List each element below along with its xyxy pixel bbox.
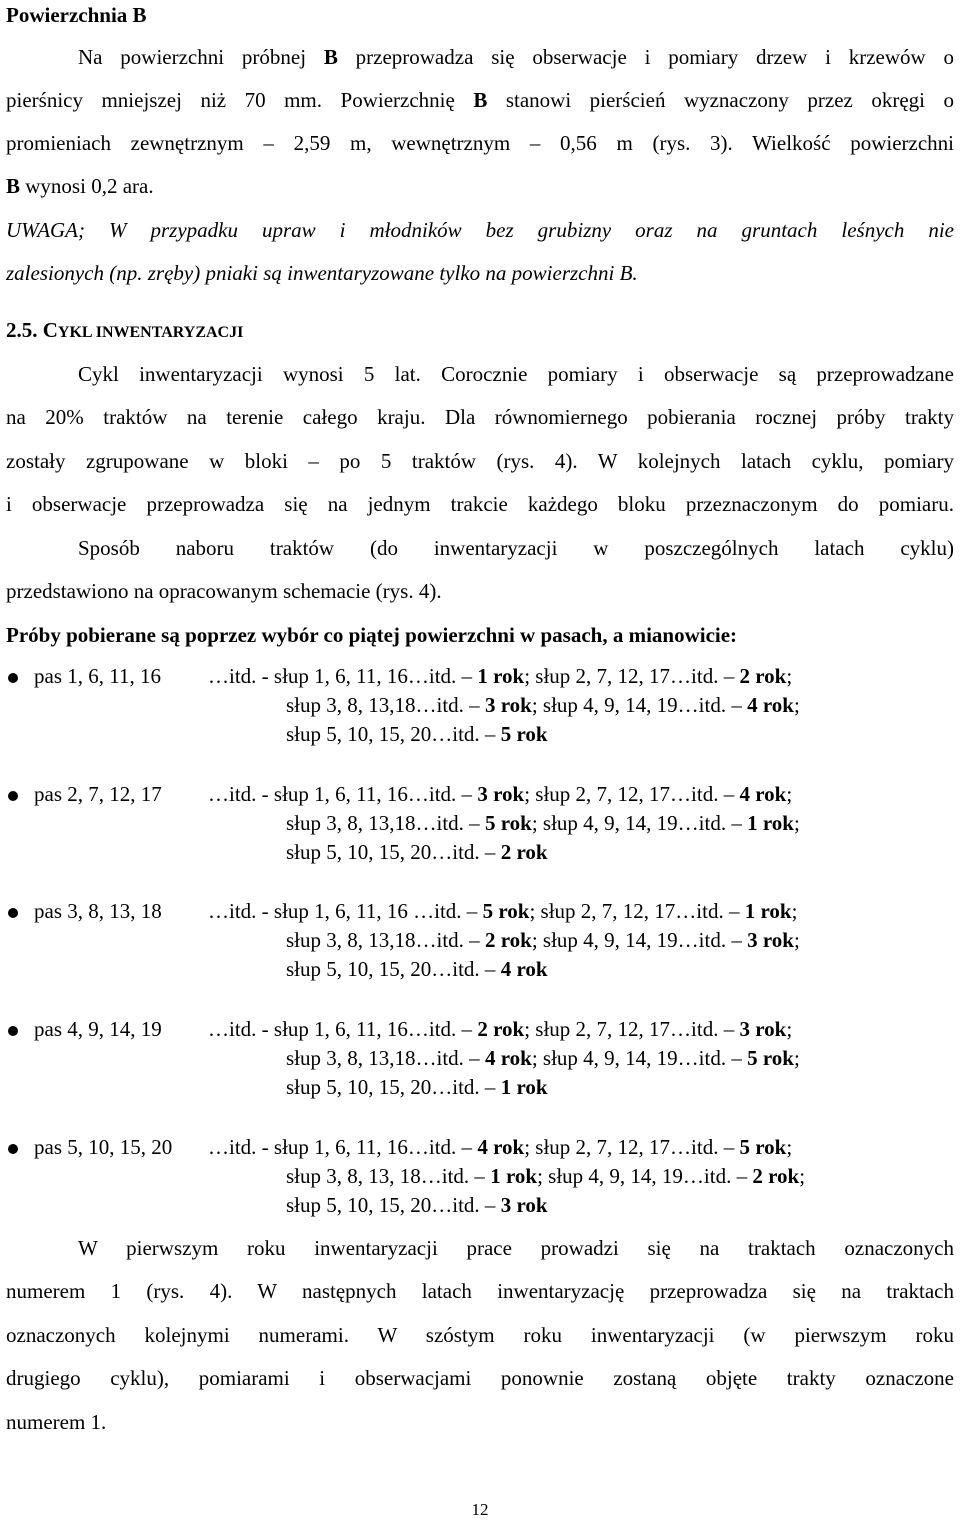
detail-line: …itd. - słup 1, 6, 11, 16…itd. – 4 rok; słup 2, 7, 12, 17…itd. – 5 rok; [208,1135,793,1159]
detail-line: słup 3, 8, 13,18…itd. – 2 rok; słup 4, 9, 14, 19…itd. – 3 rok; [286,928,800,952]
bold-statement: Próby pobierane są poprzez wybór co piątej powierzchni w pasach, a mianowicie: [6,623,738,647]
paragraph-line: na 20% traktów na terenie całego kraju. Dla równomiernego pobierania rocznej próby trakty [6,405,954,429]
pas-label: pas 3, 8, 13, 18 [34,899,162,923]
detail-line: słup 3, 8, 13,18…itd. – 3 rok; słup 4, 9, 14, 19…itd. – 4 rok; [286,693,800,717]
paragraph-line: numerem 1 (rys. 4). W następnych latach inwentaryzację przeprowadza się na traktach [6,1279,954,1303]
detail-line: słup 5, 10, 15, 20…itd. – 4 rok [286,957,548,981]
paragraph-line: W pierwszym roku inwentaryzacji prace prowadzi się na traktach oznaczonych [78,1236,954,1260]
pas-label: pas 1, 6, 11, 16 [34,664,161,688]
bullet-icon [8,673,18,683]
paragraph-line: Na powierzchni próbnej B przeprowadza się obserwacje i pomiary drzew i krzewów o [78,45,954,69]
bullet-icon [8,791,18,801]
paragraph-line: drugiego cyklu), pomiarami i obserwacjami ponownie zostaną objęte trakty oznaczone [6,1366,954,1390]
paragraph-line: Sposób naboru traktów (do inwentaryzacji w poszczególnych latach cyklu) [78,536,954,560]
page-number: 12 [471,1500,489,1519]
pas-label: pas 4, 9, 14, 19 [34,1017,162,1041]
section-25-heading: 2.5. CYKL INWENTARYZACJI [6,318,244,342]
pas-label: pas 2, 7, 12, 17 [34,782,162,806]
detail-line: …itd. - słup 1, 6, 11, 16…itd. – 2 rok; słup 2, 7, 12, 17…itd. – 3 rok; [208,1017,793,1041]
detail-line: słup 5, 10, 15, 20…itd. – 3 rok [286,1193,548,1217]
paragraph-line: Cykl inwentaryzacji wynosi 5 lat. Corocznie pomiary i obserwacje są przeprowadzane [78,362,954,386]
paragraph-line: i obserwacje przeprowadza się na jednym trakcie każdego bloku przeznaczonym do pomiaru. [6,492,954,516]
detail-line: słup 5, 10, 15, 20…itd. – 5 rok [286,722,548,746]
paragraph-line: pierśnicy mniejszej niż 70 mm. Powierzchnię B stanowi pierścień wyznaczony przez okręgi o [6,88,954,112]
bullet-icon [8,1144,18,1154]
detail-line: …itd. - słup 1, 6, 11, 16 …itd. – 5 rok; słup 2, 7, 12, 17…itd. – 1 rok; [208,899,798,923]
detail-line: słup 5, 10, 15, 20…itd. – 2 rok [286,840,548,864]
detail-line: słup 3, 8, 13, 18…itd. – 1 rok; słup 4, 9, 14, 19…itd. – 2 rok; [286,1164,806,1188]
bullet-icon [8,1026,18,1036]
bullet-icon [8,908,18,918]
paragraph-line: promieniach zewnętrznym – 2,59 m, wewnętrznym – 0,56 m (rys. 3). Wielkość powierzchni [6,131,954,155]
paragraph-line: B wynosi 0,2 ara. [6,174,154,198]
note-line: zalesionych (np. zręby) pniaki są inwentaryzowane tylko na powierzchni B. [6,261,638,285]
paragraph-line: zostały zgrupowane w bloki – po 5 traktów (rys. 4). W kolejnych latach cyklu, pomiary [6,449,954,473]
note-line: UWAGA; W przypadku upraw i młodników bez grubizny oraz na gruntach leśnych nie [6,218,954,242]
pas-label: pas 5, 10, 15, 20 [34,1135,173,1159]
paragraph-line: przedstawiono na opracowanym schemacie (rys. 4). [6,579,442,603]
section-heading: Powierzchnia B [6,3,147,27]
detail-line: słup 3, 8, 13,18…itd. – 4 rok; słup 4, 9, 14, 19…itd. – 5 rok; [286,1046,800,1070]
paragraph-line: numerem 1. [6,1410,107,1434]
detail-line: słup 5, 10, 15, 20…itd. – 1 rok [286,1075,548,1099]
detail-line: …itd. - słup 1, 6, 11, 16…itd. – 3 rok; słup 2, 7, 12, 17…itd. – 4 rok; [208,782,793,806]
paragraph-line: oznaczonych kolejnymi numerami. W szóstym roku inwentaryzacji (w pierwszym roku [6,1323,954,1347]
detail-line: …itd. - słup 1, 6, 11, 16…itd. – 1 rok; słup 2, 7, 12, 17…itd. – 2 rok; [208,664,793,688]
detail-line: słup 3, 8, 13,18…itd. – 5 rok; słup 4, 9, 14, 19…itd. – 1 rok; [286,811,800,835]
